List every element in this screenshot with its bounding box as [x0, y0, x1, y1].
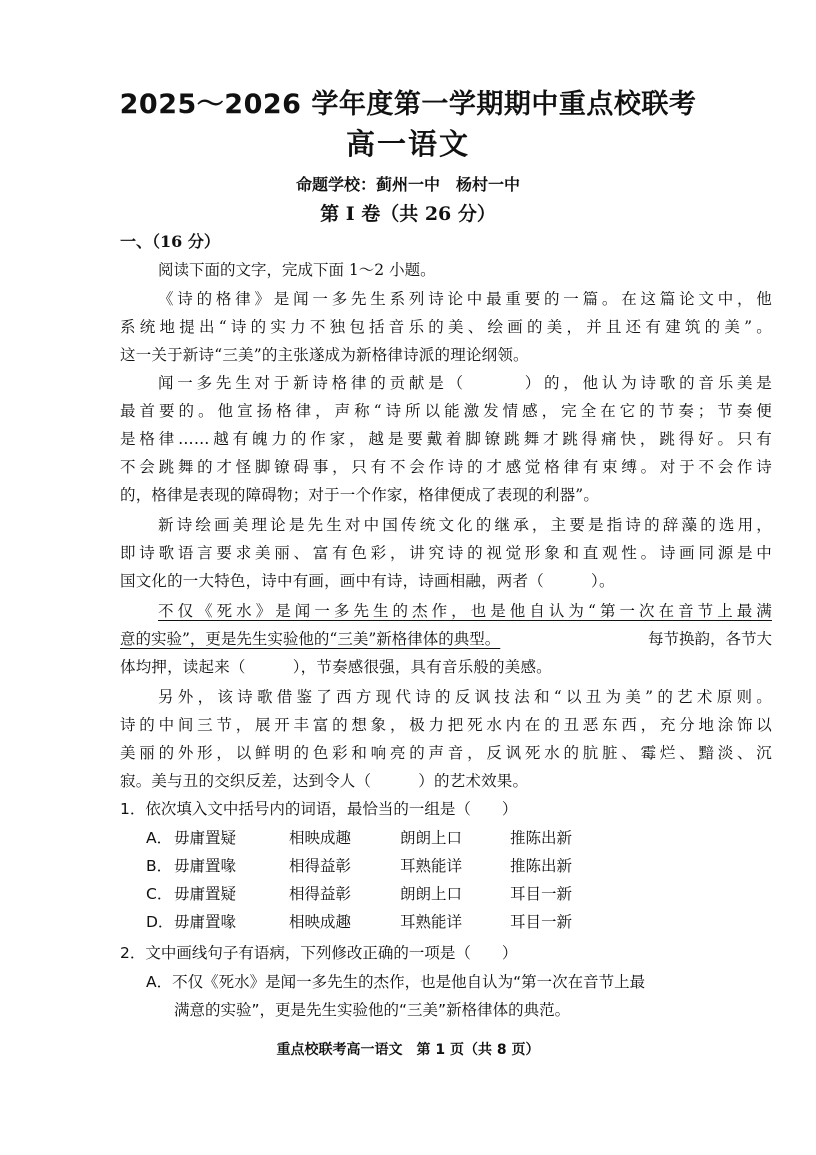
passage-line: 这一关于新诗“三美”的主张遂成为新格律诗派的理论纲领。: [120, 346, 529, 364]
option-word: 毋庸置疑: [174, 829, 237, 847]
question-1-stem: 1．依次填入文中括号内的词语，最恰当的一组是（ ）: [120, 800, 518, 818]
passage-line: 另外，该诗歌借鉴了西方现代诗的反讽技法和“以丑为美”的艺术原则。: [158, 688, 772, 706]
passage-line-mixed: [120, 626, 772, 652]
option-word: 朗朗上口: [400, 885, 463, 903]
passage-line: 寂。美与丑的交织反差，达到令人（ ）的艺术效果。: [120, 772, 529, 790]
option-text-line2: 满意的实验”，更是先生实验他的“三美”新格律体的典范。: [174, 1001, 571, 1019]
passage-line: 不会跳舞的才怪脚镣碍事，只有不会作诗的才感觉格律有束缚。对于不会作诗: [120, 458, 772, 476]
passage-line: 最首要的。他宣扬格律，声称“诗所以能激发情感，完全在它的节奏；节奏便: [120, 402, 772, 420]
option-word: 毋庸置喙: [174, 857, 237, 875]
option-word: 毋庸置疑: [174, 885, 237, 903]
passage-line-tail: 每节换韵，各节大: [647, 630, 772, 648]
option-letter: A．: [146, 829, 173, 847]
option-word: 耳目一新: [510, 885, 573, 903]
passage-line: 是格律……越有魄力的作家，越是要戴着脚镣跳舞才跳得痛快，跳得好。只有: [120, 430, 772, 448]
option-word: 耳熟能详: [400, 857, 463, 875]
passage-line: 美丽的外形，以鲜明的色彩和响亮的声音，反讽死水的肮脏、霉烂、黯淡、沉: [120, 744, 772, 762]
section-heading: 一、（16 分）: [120, 232, 220, 251]
volume-heading: 第 I 卷（共 26 分）: [320, 203, 496, 225]
question-2-option-a[interactable]: [146, 968, 645, 996]
passage-line: 体均押，读起来（ ），节奏感很强，具有音乐般的美感。: [120, 658, 552, 676]
option-word: 相映成趣: [289, 829, 352, 847]
subject-title: 高一语文: [345, 127, 470, 161]
passage-line: 的，格律是表现的障碍物；对于一个作家，格律便成了表现的利器”。: [120, 486, 600, 504]
question-2-stem: 2．文中画线句子有语病，下列修改正确的一项是（ ）: [120, 944, 518, 962]
option-word: 推陈出新: [510, 857, 573, 875]
option-letter: A．: [146, 973, 173, 991]
question-2-option-a-continued: [174, 996, 570, 1024]
page-footer: 重点校联考高一语文 第 1 页（共 8 页）: [276, 1042, 540, 1058]
option-word: 相映成趣: [289, 913, 352, 931]
underlined-sentence-line: 不仅《死水》是闻一多先生的杰作，也是他自认为“第一次在音节上最满: [158, 602, 772, 620]
option-letter: D．: [146, 913, 174, 931]
passage-line: 诗的中间三节，展开丰富的想象，极力把死水内在的丑恶东西，充分地涂饰以: [120, 716, 772, 734]
passage-line: 新诗绘画美理论是先生对中国传统文化的继承，主要是指诗的辞藻的选用，: [158, 516, 772, 534]
setter-schools: 命题学校：蓟州一中 杨村一中: [295, 175, 520, 194]
exam-title: 2025～2026 学年度第一学期期中重点校联考: [119, 89, 697, 120]
option-text-line1: 不仅《死水》是闻一多先生的杰作，也是他自认为“第一次在音节上最: [172, 973, 646, 991]
option-letter: C．: [146, 885, 173, 903]
reading-instruction: 阅读下面的文字，完成下面 1～2 小题。: [158, 261, 436, 279]
option-word: 朗朗上口: [400, 829, 463, 847]
option-word: 耳目一新: [510, 913, 573, 931]
option-word: 推陈出新: [510, 829, 573, 847]
option-word: 相得益彰: [289, 885, 352, 903]
option-letter: B．: [146, 857, 173, 875]
passage-line: 闻一多先生对于新诗格律的贡献是（ ）的，他认为诗歌的音乐美是: [158, 374, 772, 392]
passage-line: 即诗歌语言要求美丽、富有色彩，讲究诗的视觉形象和直观性。诗画同源是中: [120, 544, 772, 562]
underlined-sentence-end: 意的实验”，更是先生实验他的“三美”新格律体的典型。: [120, 630, 501, 648]
option-word: 相得益彰: [289, 857, 352, 875]
passage-line: 《诗的格律》是闻一多先生系列诗论中最重要的一篇。在这篇论文中，他: [158, 290, 772, 308]
passage-line: 国文化的一大特色，诗中有画，画中有诗，诗画相融，两者（ ）。: [120, 572, 615, 590]
option-word: 耳熟能详: [400, 913, 463, 931]
passage-line: 系统地提出“诗的实力不独包括音乐的美、绘画的美，并且还有建筑的美”。: [120, 318, 772, 336]
option-word: 毋庸置喙: [174, 913, 237, 931]
